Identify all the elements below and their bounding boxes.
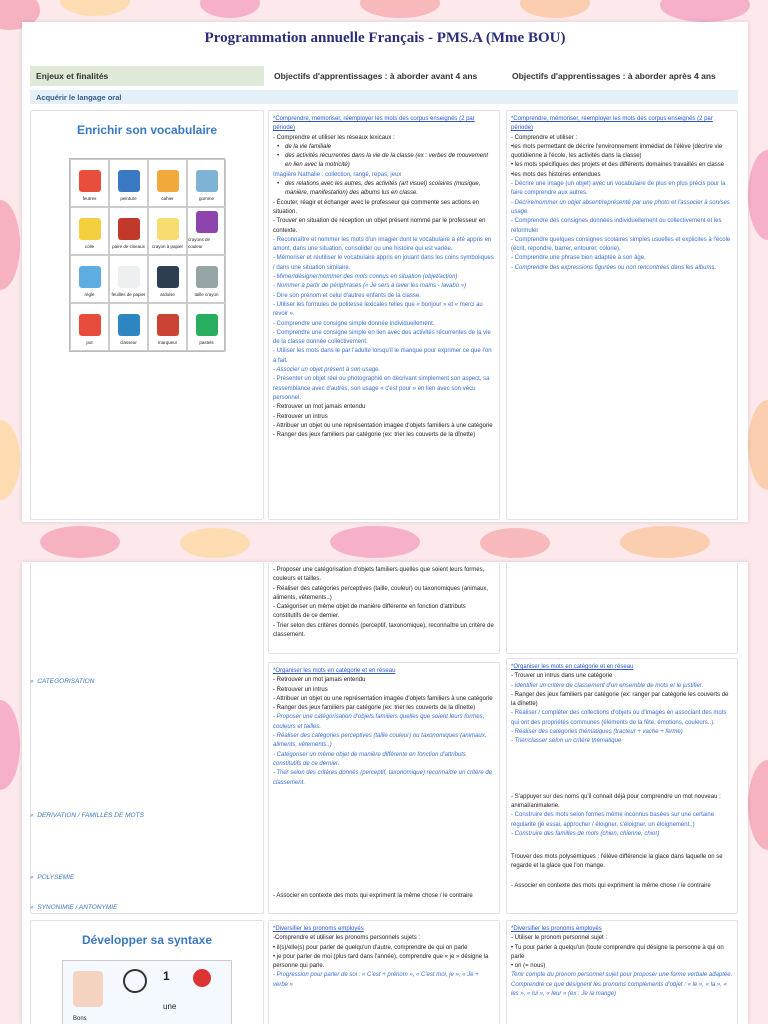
number-label: 1 [163, 968, 170, 983]
text-line: - Réaliser / compléter des collections d'objets ou d'images en associant des mots qui ont des propriétés communes (éléments de la fête, émotions, couleurs..). [511, 710, 727, 726]
decor-shape [480, 528, 550, 558]
vocab-card [187, 207, 226, 255]
decor-shape [748, 400, 768, 490]
vocab-card [70, 303, 109, 351]
text-line: Tenir compte du pronom personnel sujet pour proposer une forme verbale adaptée. [511, 972, 733, 979]
label-categorisation: » CATEGORISATION [30, 678, 95, 685]
vocab-card [70, 207, 109, 255]
vocab-label: feuilles de papier [111, 291, 146, 297]
decor-shape [748, 150, 768, 240]
document-page-1 [22, 22, 748, 522]
vocab-picture-icon [79, 170, 101, 192]
text-line: - Nommer à partir de périphrases (« Je sers à laver les mains - lavabo ») [273, 283, 467, 290]
text-line: - Comprendre une phrase bien adaptée à son âge. [511, 255, 646, 262]
vocab-label: marqueur [157, 339, 178, 345]
apple-icon [193, 969, 211, 987]
header-before-4: Objectifs d'apprentissages : à aborder avant 4 ans [274, 71, 478, 81]
text-line: - Ranger des jeux familiers par catégorie (ex: ranger par catégorie les couverts de la dînette) [511, 691, 729, 708]
vocab-label: classeur [120, 339, 137, 345]
column-before-4-categorisation [268, 662, 500, 914]
text-line: *Diversifier les pronoms employés [511, 926, 602, 932]
text-line: Trouver des mots polysémiques : l'élève différencie la glace dans laquelle on se regarde et la glace que l'on mange. [511, 854, 723, 870]
text-line: - Trouver un intrus dans une catégorie [511, 673, 613, 680]
vocab-label: règle [84, 291, 95, 297]
text-line: *Organiser les mots en catégorie et en réseau [511, 664, 634, 670]
column-before-4 [268, 110, 500, 520]
vocab-picture-icon [157, 170, 179, 192]
text-line: - Réaliser des catégories perceptives (taille, couleur) ou taxonomiques (animaux, aliments, vêtements..) [273, 585, 489, 601]
vocab-picture-icon [157, 314, 179, 336]
column-enjeux [30, 110, 264, 520]
vocab-picture-icon [196, 211, 218, 233]
text-line: - Réaliser des catégories thématiques (tracteur + vache + ferme) [511, 729, 683, 736]
text-line: - Décrire une image (un objet) avec un vocabulaire de plus en plus précis pour la faire comprendre aux autres. [511, 181, 726, 197]
text-line: *Comprendre, mémoriser, réemployer les mots des corpus enseignés (2 par période) [511, 116, 713, 132]
text-line: - Trouver en situation de réception un objet présent nommé par le professeur en contexte. [273, 218, 486, 234]
page-title: Programmation annuelle Français - PMS.A (Mme BOU) [204, 30, 566, 46]
decor-shape [330, 526, 420, 558]
text-line: - Associer en contexte des mots qui expriment la même chose / le contraire [273, 892, 473, 899]
vocab-picture-icon [79, 218, 101, 240]
text-line: - Catégoriser un même objet de manière différente en fonction d'attributs constitutifs de ce dernier. [273, 604, 466, 620]
text-line: - Comprendre une consigne simple donnée individuellement. [273, 320, 435, 327]
vocab-card [148, 255, 187, 303]
vocab-picture-icon [118, 314, 140, 336]
text-line: - Reconnaître et nommer les mots d'un imagier dont le vocabulaire a été appris en amont, dans une situation, consolider ou une histoire qui est variée. [273, 236, 492, 253]
text-line: - Réaliser des catégories perceptives (taille couleur) ou taxonomiques (animaux, aliments, vêtements..) [273, 733, 487, 749]
vocab-label: crayons de couleur [188, 236, 211, 249]
text-line: - Comprendre et utiliser : [511, 134, 578, 141]
text-line: - Construire des mots selon formes même inconnus basées sur une certaine régularité (jé essai, approcher / éloigner, s'éloigner, un éloignement..) [511, 812, 715, 828]
vocabulary-imagier [69, 158, 225, 352]
text-line: - Ranger des jeux familiers par catégorie (ex: trier les couverts de la dînette) [273, 432, 476, 439]
text-line: - Attribuer un objet ou une représentation imagée d'objets familiers à une catégorie [273, 695, 493, 702]
text-line: - Écouter, réagir et échanger avec le professeur qui commente ses actions en situation. [273, 199, 480, 215]
text-line: • il(s)/elle(s) pour parler de quelqu'un d'autre, comprendre de qui on parle [273, 944, 468, 951]
vocab-card [148, 207, 187, 255]
label-derivation: » DERIVATION / FAMILLES DE MOTS [30, 812, 144, 819]
vocab-card [109, 207, 148, 255]
vocab-picture-icon [118, 266, 140, 288]
vocab-label: feutres [82, 195, 97, 201]
column-before-4-syntaxe [268, 920, 500, 1024]
text-line: *Comprendre, mémoriser, réemployer les mots des corpus enseignés (2 par période) [273, 116, 475, 132]
vocab-card [187, 303, 226, 351]
text-line: • Tu pour parler à quelqu'un (toute comprendre qui désigne la personne à qui on parle [511, 944, 724, 960]
text-line: - Trier selon des critères donnés (perceptif, taxonomique) reconnaître un critère de classement. [273, 770, 492, 786]
text-line: - Comprendre et utiliser les réseaux lexicaux : [273, 134, 395, 141]
text-line: - Proposer une catégorisation d'objets familiers quelles que soient leurs formes, couleurs et tailles. [273, 714, 485, 730]
column-after-4-continued [506, 562, 738, 654]
vocab-card [109, 255, 148, 303]
column-after-4-categorisation [506, 658, 738, 914]
vocab-picture-icon [79, 314, 101, 336]
text-line: •les mots des histoires entendues [511, 171, 601, 178]
decor-shape [748, 760, 768, 850]
text-line: - Retrouver un mot jamais entendu [273, 404, 366, 411]
vocab-picture-icon [196, 314, 218, 336]
text-line: - Comprendre quelques consignes scolaires simples usuelles et explicites à l'école (écrit, répondre, barrer, entourer, colorie). [511, 236, 731, 253]
text-line: - Dire son prénom et celui d'autres enfants de la classe. [273, 292, 421, 299]
vocab-card [187, 255, 226, 303]
label-polysemie: » POLYSEMIE [30, 874, 75, 881]
vocab-card [109, 159, 148, 207]
decor-shape [620, 526, 710, 558]
decor-shape [180, 528, 250, 558]
vocab-card [148, 303, 187, 351]
text-line: - Construire des familles de mots (chien, chienne, chiot) [511, 830, 660, 837]
decor-shape [0, 700, 20, 790]
vocab-label: gomme [198, 195, 214, 201]
text-line: - Utiliser le pronom personnel sujet : [511, 935, 608, 942]
text-line: - Décrire/nommer un objet absent/représenté par une photo et l'associer à son/ses usage. [511, 199, 730, 215]
header-after-4: Objectifs d'apprentissages : à aborder après 4 ans [512, 71, 716, 81]
vocab-picture-icon [196, 266, 218, 288]
label-synonymie: » SYNONIMIE / ANTONYMIE [30, 904, 118, 911]
vocab-picture-icon [157, 218, 179, 240]
decor-shape [520, 0, 590, 18]
text-line: - Ranger des jeux familiers par catégorie (ex: trier les couverts de la dînette) [273, 705, 476, 712]
vocab-card [109, 303, 148, 351]
column-enjeux-syntaxe [30, 920, 264, 1024]
vocab-picture-icon [79, 266, 101, 288]
vocab-card [148, 159, 187, 207]
text-line: • de la vie familiale [273, 143, 495, 152]
vocab-card [70, 255, 109, 303]
section-title-vocabulaire: Enrichir son vocabulaire [76, 123, 218, 137]
text-line: - Associer un objet présent à son usage. [273, 367, 381, 374]
text-line: *Organiser les mots en catégorie et en réseau [273, 668, 396, 674]
word-label: une [163, 1001, 177, 1011]
decor-shape [200, 0, 260, 18]
text-line: •les mots permettant de décrire l'environnement immédiat de l'élève (décrire vie quotidienne à l'école, les activités dans la classe) [511, 143, 723, 160]
text-line: - Comprendre une consigne simple en lien avec des activités récurrentes de la vie de la classe donnée collectivement. [273, 329, 491, 346]
text-line: • je pour parler de moi (plus tard dans l'année), comprendre que « je » désigne la personne qui parle. [273, 953, 489, 970]
text-line: - Identifier un critère de classement d'un ensemble de mots et le justifier. [511, 682, 704, 689]
text-line: - Présenter un objet réel ou photographié en décrivant simplement son aspect, sa ressemblance avec d'autres, son usage « c'est pour » en lien avec son vécu personnel. [273, 376, 490, 401]
text-line: - Catégoriser un même objet de manière différente en fonction d'attributs constitutifs de ce dernier. [273, 751, 466, 767]
section-title-syntaxe: Développer sa syntaxe [81, 933, 213, 947]
vocab-card [70, 159, 109, 207]
header-enjeux: Enjeux et finalités [30, 66, 264, 86]
text-line: - S'appuyer sur des noms qu'il connait déjà pour comprendre un mot nouveau : animal/animalerie. [511, 793, 721, 809]
text-line: • on (= nous) [511, 963, 546, 970]
vocab-label: peinture [120, 195, 137, 201]
text-line: - Retrouver un intrus [273, 686, 328, 693]
text-line: - Mimer/désigner/nommer des mots connus en situation (objet/action) [273, 274, 458, 281]
text-line: - Proposer une catégorisation d'objets familiers quelles que soient leurs formes, couleurs et tailles. [273, 567, 485, 583]
vocab-card [187, 159, 226, 207]
column-after-4-syntaxe [506, 920, 738, 1024]
text-line: • les mots spécifiques des projets et des différents domaines travaillés en classe [511, 162, 725, 169]
column-before-4-continued [268, 562, 500, 654]
decor-shape [360, 0, 440, 18]
subheader-langage-oral: Acquérir le langage oral [30, 90, 738, 104]
text-line: - Comprendre des consignes données individuellement ou collectivement et les reformuler [511, 218, 722, 234]
text-line: Comprendre ce que désignent les pronoms compléments d'objet : « le », « la », « les », « lui », « leur » (ex : Je la mange) [511, 981, 727, 998]
child-photo-icon [73, 971, 103, 1007]
vocab-label: colle [84, 243, 95, 249]
column-after-4 [506, 110, 738, 520]
text-line: - Associer en contexte des mots qui expriment la même chose / le contraire [511, 882, 711, 889]
vocab-picture-icon [118, 218, 140, 240]
document-page-2 [22, 562, 748, 1024]
text-line: - Trier/classer selon un critère thématique [511, 738, 622, 745]
text-line: Imagière Nathalie : collection, rangé, repas, jeux [273, 171, 402, 178]
vocab-label: taille crayon [194, 291, 219, 297]
decor-shape [60, 0, 130, 16]
text-line: - Utiliser les formules de politesse lexicales telles que « bonjour » et « merci au revoir ». [273, 301, 483, 318]
vocab-label: cahier [161, 195, 174, 201]
vocab-label: pot [86, 339, 93, 345]
text-line: - Retrouver un mot jamais entendu [273, 677, 366, 684]
syntax-illustration [62, 960, 232, 1024]
word-label: Bons [73, 1015, 87, 1022]
text-line: - Trier selon des critères donnés (perceptif, taxonomique), reconnaître un critère de classement. [273, 622, 494, 639]
column-enjeux-continued [30, 562, 264, 914]
vocab-picture-icon [157, 266, 179, 288]
text-line: • des relations avec les autres, des activités (art visuel) scolaires (musique, manière, manifestation) des albums lus en classe. [273, 180, 495, 199]
decor-shape [0, 420, 20, 500]
decor-shape [660, 0, 750, 22]
text-line: - Retrouver un intrus [273, 413, 328, 420]
text-line: - Comprendre des expressions figurées ou non rencontrées dans les albums. [511, 264, 717, 271]
vocab-picture-icon [118, 170, 140, 192]
text-line: • des activités récurrentes dans la vie de la classe (ex : verbes de mouvement en lien avec la motricité) [273, 152, 495, 171]
text-line: - Progression pour parler de soi : « C'est + prénom », « C'est moi, je », « Je + verbe » [273, 972, 479, 988]
face-icon [123, 969, 147, 993]
decor-shape [40, 526, 120, 558]
vocab-label: crayon à papier [151, 243, 184, 249]
text-line: - Mémoriser et réutiliser le vocabulaire appris en jouant dans les coins symboliques / dans une situation similaire. [273, 255, 494, 271]
vocab-label: paire de ciseaux [112, 243, 145, 249]
text-line: - Utiliser les mots dans le par l'adulte lorsqu'il le manque pour exprimer ce que l'on a fait. [273, 348, 492, 364]
text-line: - Attribuer un objet ou une représentation imagée d'objets familiers à une catégorie [273, 422, 493, 429]
decor-shape [0, 200, 20, 290]
text-line: -Comprendre et utiliser les pronoms personnels sujets : [273, 935, 421, 942]
vocab-label: ardoise [160, 291, 175, 297]
vocab-picture-icon [196, 170, 218, 192]
vocab-label: pastels [199, 339, 214, 345]
text-line: *Diversifier les pronoms employés [273, 926, 364, 932]
